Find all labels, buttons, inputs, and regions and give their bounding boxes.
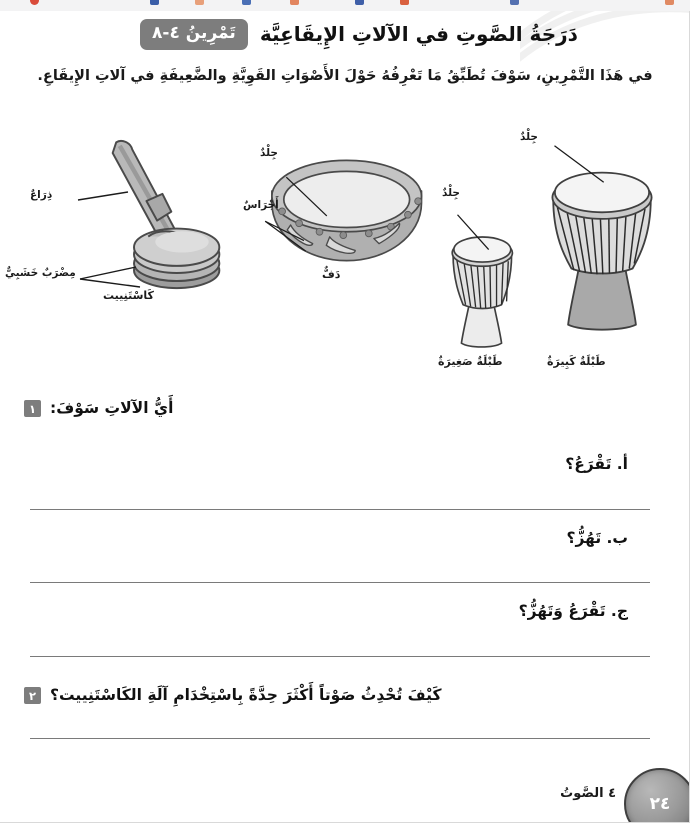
page-header — [140, 19, 668, 50]
footer-chapter: ٤ الصَّوتُ — [560, 786, 616, 801]
bookmark-favicon[interactable] — [290, 0, 299, 5]
question-1c: ج. تَقْرَعُ وَتَهُزُّ؟ — [518, 602, 628, 620]
bookmark-favicon[interactable] — [195, 0, 204, 5]
question-1b: ب. تَهُزُّ؟ — [566, 529, 628, 547]
answer-line-1b[interactable] — [30, 582, 650, 583]
exercise-badge: تَمْرِينُ ٤-٨ — [140, 19, 248, 50]
large-drum-leader-line — [515, 133, 645, 215]
question-2 — [24, 684, 666, 707]
question-1a: أ. تَقْرَعُ؟ — [565, 455, 628, 473]
bookmark-favicon[interactable] — [242, 0, 251, 5]
large-drum-caption: طَبْلَةٌ كَبِيرَةٌ — [547, 355, 606, 368]
large-drum-label-skin: جِلْدٌ — [520, 131, 538, 143]
tambourine-caption: دَفٌّ — [322, 268, 341, 281]
question-1-number: ١ — [24, 400, 41, 417]
castanets-label-wooden-striker: مِضْرَبٌ خَشَبِيٌّ — [5, 267, 76, 279]
bookmark-favicon[interactable] — [30, 0, 39, 5]
tambourine-label-bells: أَجْرَاسٌ — [243, 199, 279, 211]
tambourine-label-skin: جِلْدٌ — [260, 147, 278, 159]
answer-line-2[interactable] — [30, 738, 650, 739]
castanets-label-arm: ذِرَاعٌ — [30, 189, 53, 201]
answer-line-1c[interactable] — [30, 656, 650, 657]
question-1-text: أَيُّ الآلاتِ سَوْفَ: — [50, 399, 174, 417]
intro-paragraph: في هَذَا التَّمْرِينِ، سَوْفَ تُطَبِّقُ مَا تَعْرِفُهُ حَوْلَ الأَصْوَاتِ القَوِيَّةِ والضَّعِيفَةِ في آلاتِ الإِيقَاعِ. — [37, 68, 653, 84]
page-title: دَرَجَةُ الصَّوتِ في الآلاتِ الإِيقَاعِيَّة — [259, 22, 578, 47]
bookmark-favicon[interactable] — [150, 0, 159, 5]
question-1 — [24, 397, 666, 420]
instruments-illustration — [0, 129, 690, 377]
bookmark-favicon[interactable] — [665, 0, 674, 5]
castanets-caption: كَاسْتَنِييت — [103, 289, 154, 302]
bookmark-favicon[interactable] — [400, 0, 409, 5]
worksheet-page — [0, 11, 690, 823]
question-2-text: كَيْفَ تُحْدِثُ صَوْتاً أَكْثَرَ حِدَّةً بِاسْتِخْدَامِ آلَةِ الكَاسْتَنِييت؟ — [50, 686, 442, 704]
bookmark-favicon[interactable] — [355, 0, 364, 5]
small-drum-caption: طَبْلَةٌ صَغِيرَةٌ — [438, 355, 503, 368]
bookmark-favicon[interactable] — [510, 0, 519, 5]
small-drum-label-skin: جِلْدٌ — [442, 187, 460, 199]
question-2-number: ٢ — [24, 687, 41, 704]
answer-line-1a[interactable] — [30, 509, 650, 510]
page-number-badge: ٢٤ — [624, 768, 690, 823]
